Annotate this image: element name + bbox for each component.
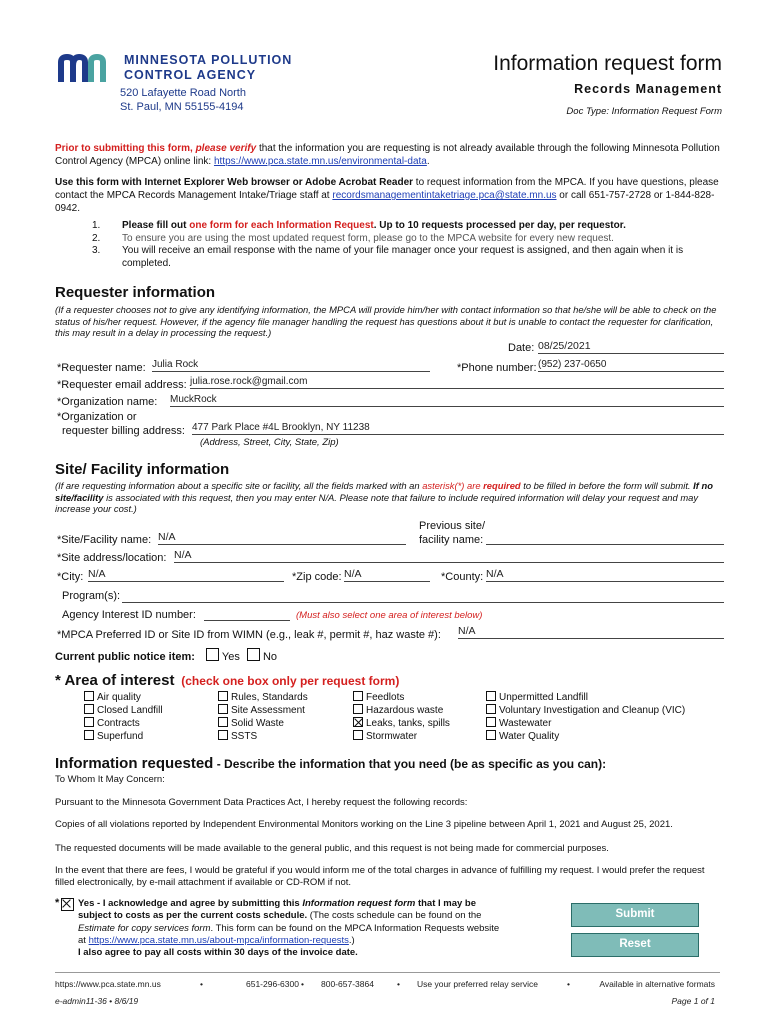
area-option-label: SSTS <box>231 731 258 742</box>
area-checkbox[interactable] <box>218 704 228 714</box>
form-title: Information request form <box>493 52 722 75</box>
info-heading-title: Information requested <box>55 755 214 772</box>
previous-facility-field[interactable] <box>486 531 724 545</box>
area-option-hazardous-waste[interactable] <box>353 704 450 717</box>
agency-name-line2: CONTROL AGENCY <box>124 68 257 82</box>
ack-text-2: . This form can be found on the MPCA Information Requests website at <box>78 922 500 946</box>
intro-paragraph-1 <box>55 142 720 168</box>
submit-button[interactable]: Submit <box>571 903 699 927</box>
info-request-textarea[interactable] <box>55 774 720 889</box>
info-paragraph: Copies of all violations reported by Independent Environmental Monitors working on the Line 3 pipeline between April 1, 2021 and August 25, 2021. <box>55 819 673 830</box>
area-option-label: Stormwater <box>366 731 418 742</box>
ack-form-name: Information request form <box>302 898 416 909</box>
area-checkbox[interactable] <box>218 730 228 740</box>
footer-bullet: • <box>567 979 570 989</box>
info-heading <box>55 755 606 772</box>
zip-field[interactable]: N/A <box>344 568 430 582</box>
form-subtitle: Records Management <box>574 82 722 96</box>
area-checkbox[interactable] <box>84 704 94 714</box>
area-option-label: Superfund <box>97 731 144 742</box>
info-heading-instruction: - Describe the information that you need (be as specific as you can): <box>213 757 607 771</box>
area-option-solid-waste[interactable] <box>218 717 308 730</box>
area-option-water-quality[interactable] <box>486 730 685 743</box>
programs-label: Program(s): <box>62 590 121 602</box>
area-checkbox[interactable] <box>486 704 496 714</box>
site-note-required: required <box>483 480 521 491</box>
agency-interest-id-note: (Must also select one area of interest below) <box>296 610 483 621</box>
billing-label-2: requester billing address: <box>62 425 185 437</box>
area-option-rules-standards[interactable] <box>218 691 308 704</box>
area-option-vic[interactable] <box>486 704 685 717</box>
instruction-num: 2. <box>92 232 101 244</box>
area-column-4 <box>486 691 685 743</box>
public-notice-yes-checkbox[interactable] <box>206 648 219 661</box>
area-checkbox[interactable] <box>486 717 496 727</box>
records-email-link[interactable]: recordsmanagementintaketriage.pca@state.mn.us <box>332 190 557 201</box>
billing-address-field[interactable]: 477 Park Place #4L Brooklyn, NY 11238 <box>192 421 724 435</box>
area-option-label: Solid Waste <box>231 718 284 729</box>
site-note <box>55 480 720 515</box>
footer-bullet: • <box>200 979 203 989</box>
area-option-label: Wastewater <box>499 718 552 729</box>
ack-estimate-form: Estimate for copy services form <box>78 922 211 934</box>
area-checkbox[interactable] <box>353 691 363 701</box>
area-option-leaks-tanks-spills[interactable] <box>353 717 450 730</box>
intro-paragraph-2 <box>55 176 720 215</box>
site-address-field[interactable]: N/A <box>174 549 724 563</box>
intro-end: . <box>426 156 430 167</box>
info-paragraph: In the event that there are fees, I would be grateful if you would inform me of the total charges in advance of fulfilling my request. I would prefer the request filled electronically, by e-mail attachment if available or CD-ROM if not. <box>55 865 705 888</box>
email-label: *Requester email address: <box>57 379 187 391</box>
footer-website: https://www.pca.state.mn.us <box>55 979 161 989</box>
agency-address-line2: St. Paul, MN 55155-4194 <box>120 101 244 113</box>
site-note-pre: (If are requesting information about a specific site or facility, all the fields marked with an <box>55 480 423 491</box>
instruction-item <box>92 245 720 270</box>
area-option-label: Hazardous waste <box>366 705 444 716</box>
area-checkbox[interactable] <box>84 717 94 727</box>
area-option-label: Water Quality <box>499 731 560 742</box>
agency-name-line1: MINNESOTA POLLUTION <box>124 53 293 67</box>
area-option-stormwater[interactable] <box>353 730 450 743</box>
footer-bullet: • <box>301 979 304 989</box>
instruction-num: 3. <box>92 245 101 256</box>
footer-form-id: e-admin11-36 • 8/6/19 <box>55 996 139 1006</box>
phone-label: *Phone number: <box>457 362 537 374</box>
area-option-label: Air quality <box>97 692 141 703</box>
site-note-mid: to be filled in before the form will submit. <box>520 480 694 491</box>
area-option-unpermitted-landfill[interactable] <box>486 691 685 704</box>
instruction-text-post: . Up to 10 requests processed per day, per requestor. <box>373 220 626 231</box>
programs-field[interactable] <box>122 589 724 603</box>
public-notice-row <box>55 648 277 663</box>
area-option-ssts[interactable] <box>218 730 308 743</box>
mn-logo-icon <box>58 54 118 84</box>
intro-text: that the information you are requesting is not already available through the following Minnesota Pollution Control Agency (MPCA) online link: <box>55 143 720 167</box>
area-option-feedlots[interactable] <box>353 691 450 704</box>
area-option-site-assessment[interactable] <box>218 704 308 717</box>
ack-checkbox[interactable] <box>61 898 74 911</box>
footer-phone-2: 800-657-3864 <box>321 979 374 989</box>
footer-rule <box>55 972 720 973</box>
ack-text <box>78 898 508 959</box>
site-note-red: asterisk(*) are <box>422 480 484 491</box>
requester-heading: Requester information <box>55 284 216 301</box>
area-option-label: Voluntary Investigation and Cleanup (VIC) <box>499 705 686 716</box>
footer-relay: Use your preferred relay service <box>417 979 538 989</box>
wimn-id-label: *MPCA Preferred ID or Site ID from WIMN (e.g., leak #, permit #, haz waste #): <box>57 629 441 641</box>
public-notice-label: Current public notice item: <box>55 651 195 663</box>
agency-interest-id-label: Agency Interest ID number: <box>62 609 196 621</box>
requester-name-field[interactable]: Julia Rock <box>152 358 430 372</box>
area-option-label: Rules, Standards <box>231 692 308 703</box>
public-notice-no-checkbox[interactable] <box>247 648 260 661</box>
area-checkbox[interactable] <box>486 730 496 740</box>
info-paragraph: To Whom It May Concern: <box>55 774 165 785</box>
instruction-item <box>92 233 720 246</box>
instruction-text: To ensure you are using the most updated request form, please go to the MPCA website for every new request. <box>122 232 614 244</box>
ack-bold-1: Yes - I acknowledge and agree by submitting this <box>78 898 303 909</box>
contact-phones: or call 651-757-2728 or 1-844-828-0942. <box>55 190 715 214</box>
area-option-air-quality[interactable] <box>84 691 163 704</box>
ack-text-3: .) <box>348 934 355 946</box>
information-requests-link[interactable]: https://www.pca.state.mn.us/about-mpca/information-requests <box>88 934 349 946</box>
public-notice-no-label: No <box>262 651 278 663</box>
previous-facility-label-2: facility name: <box>419 534 484 546</box>
city-field[interactable]: N/A <box>88 568 284 582</box>
area-option-label: Unpermitted Landfill <box>499 692 588 703</box>
area-option-wastewater[interactable] <box>486 717 685 730</box>
area-checkbox[interactable] <box>84 691 94 701</box>
ack-bold-3: I also agree to pay all costs within 30 days of the invoice date. <box>78 947 358 959</box>
area-column-1 <box>84 691 163 743</box>
date-field[interactable]: 08/25/2021 <box>538 340 724 354</box>
ack-text-1: (The costs schedule can be found on the <box>307 910 482 922</box>
area-option-label: Closed Landfill <box>97 705 163 716</box>
area-checkbox[interactable] <box>84 730 94 740</box>
org-name-label: *Organization name: <box>57 396 158 408</box>
org-name-field[interactable]: MuckRock <box>170 393 724 407</box>
doc-type: Doc Type: Information Request Form <box>566 106 722 117</box>
browser-note: Use this form with Internet Explorer Web browser or Adobe Acrobat Reader <box>55 177 414 188</box>
instruction-list <box>92 220 720 270</box>
site-address-label: *Site address/location: <box>57 552 167 564</box>
instruction-num: 1. <box>92 220 101 231</box>
area-checkbox[interactable] <box>218 717 228 727</box>
contact-text: to request information from the MPCA. If you have questions, please contact the MPCA Records Management Intake/Triage staff at <box>55 177 719 201</box>
requester-note: (If a requester chooses not to give any identifying information, the MPCA will provide him/her with contact information so that he/she will be able to check on the status of his/her request. However, if the agency file manager handling the request has questions about it but is unable to contact the requester for clarification, this may result in a delay in processing the request.) <box>55 304 717 338</box>
area-option-label: Site Assessment <box>231 705 305 716</box>
agency-logo <box>58 50 298 88</box>
info-paragraph: The requested documents will be made available to the general public, and this request is not being made for commercial purposes. <box>55 843 609 854</box>
footer-formats: Available in alternative formats <box>599 979 715 989</box>
area-checkbox[interactable] <box>486 691 496 701</box>
agency-interest-id-field[interactable] <box>204 607 290 621</box>
instruction-item <box>92 220 720 233</box>
city-label: *City: <box>57 571 84 583</box>
area-checkbox[interactable] <box>353 730 363 740</box>
phone-field[interactable]: (952) 237-0650 <box>538 358 724 372</box>
county-label: *County: <box>441 571 484 583</box>
intro-verify: please verify <box>195 143 257 154</box>
area-heading-title: * Area of interest <box>55 672 175 689</box>
email-field[interactable]: julia.rose.rock@gmail.com <box>190 375 724 389</box>
ack-star: * <box>55 897 60 909</box>
date-label: Date: <box>508 342 535 354</box>
area-option-label: Contracts <box>97 718 140 729</box>
area-option-superfund[interactable] <box>84 730 163 743</box>
site-note-bold: If no site/facility <box>55 480 713 503</box>
billing-address-hint: (Address, Street, City, State, Zip) <box>200 437 339 448</box>
zip-label: *Zip code: <box>292 571 342 583</box>
area-option-closed-landfill[interactable] <box>84 704 163 717</box>
site-heading: Site/ Facility information <box>55 461 230 478</box>
intro-warning: Prior to submitting this form, <box>55 143 196 154</box>
area-option-contracts[interactable] <box>84 717 163 730</box>
environmental-data-link[interactable]: https://www.pca.state.mn.us/environmental-data <box>213 156 427 167</box>
area-option-label: Feedlots <box>366 692 405 703</box>
instruction-red: one form for each Information Request <box>189 220 374 231</box>
area-heading-instruction: (check one box only per request form) <box>181 674 400 688</box>
info-paragraph: Pursuant to the Minnesota Government Data Practices Act, I hereby request the following records: <box>55 797 468 808</box>
facility-name-label: *Site/Facility name: <box>57 534 152 546</box>
area-column-3 <box>353 691 450 743</box>
previous-facility-label-1: Previous site/ <box>419 520 486 532</box>
area-checkbox[interactable] <box>218 691 228 701</box>
requester-name-label: *Requester name: <box>57 362 146 374</box>
facility-name-field[interactable]: N/A <box>158 531 406 545</box>
footer-page-number: Page 1 of 1 <box>671 996 715 1006</box>
site-note-post: is associated with this request, then you may enter N/A. Please note that failure to include required information will delay your request and may increase your cost.) <box>55 491 699 514</box>
area-heading <box>55 672 399 689</box>
area-column-2 <box>218 691 308 743</box>
footer-phone-1: 651-296-6300 <box>246 979 299 989</box>
county-field[interactable]: N/A <box>486 568 724 582</box>
wimn-id-field[interactable]: N/A <box>458 625 724 639</box>
instruction-text: Please fill out <box>122 220 190 231</box>
area-checkbox[interactable] <box>353 704 363 714</box>
footer-bullet: • <box>397 979 400 989</box>
area-checkbox-checked[interactable] <box>353 717 363 727</box>
ack-bold-2: that I may be subject to costs as per the current costs schedule. <box>78 898 477 922</box>
agency-address-line1: 520 Lafayette Road North <box>120 87 246 99</box>
billing-label-1: *Organization or <box>57 411 137 423</box>
area-option-label: Leaks, tanks, spills <box>366 718 450 729</box>
public-notice-yes-label: Yes <box>221 651 240 663</box>
instruction-text: You will receive an email response with the name of your file manager once your request is assigned, and then again when it is completed. <box>122 245 684 269</box>
reset-button[interactable]: Reset <box>571 933 699 957</box>
